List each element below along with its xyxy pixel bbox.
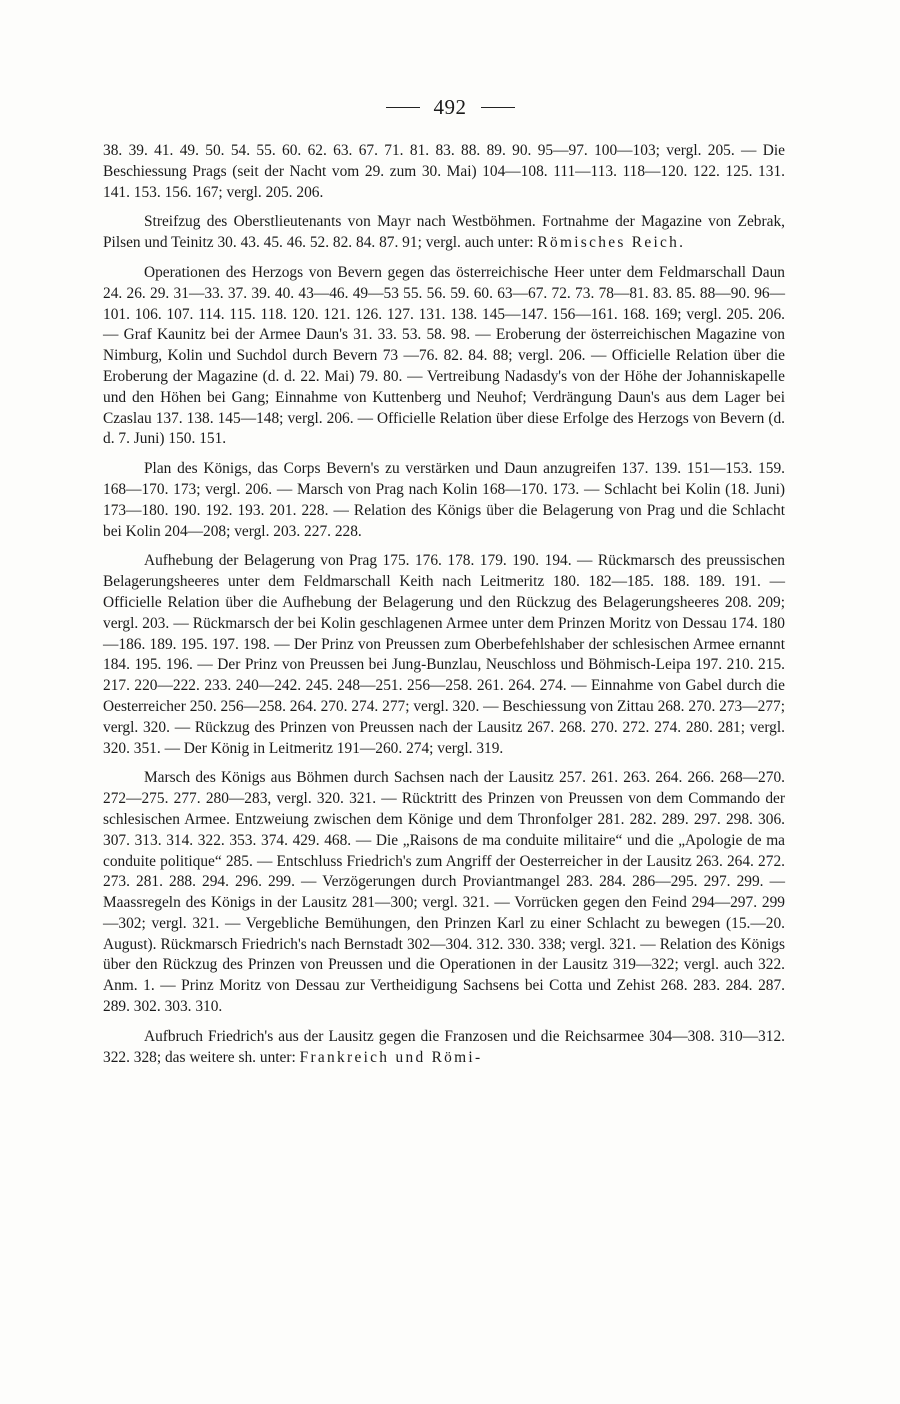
paragraph-text: Streifzug des Oberstlieutenants von Mayr nach Westböhmen. Fortnahme der Magazine von Zebrak, Pilsen und Teinitz 30. 43. 45. 46. 52. 82. 84. 87. 91; vergl. auch unter: bbox=[103, 213, 785, 252]
index-text bbox=[103, 141, 785, 1077]
paragraph-operationen bbox=[103, 263, 785, 450]
cross-reference: Römisches Reich. bbox=[537, 234, 686, 252]
page-header bbox=[0, 92, 900, 122]
header-rule-left bbox=[386, 107, 420, 108]
paragraph-aufbruch bbox=[103, 1027, 785, 1069]
paragraph-text: Marsch des Königs aus Böhmen durch Sachsen nach der Lausitz 257. 261. 263. 264. 266. 268—270. 272—275. 277. 280—283, vergl. 320. 321. — Rücktritt des Prinzen von Preussen von dem Commando der schlesischen Armee. Entzweiung zwischen dem Könige und dem Thronfolger 281. 282. 289. 297. 298. 306. 307. 313. 314. 322. 353. 374. 429. 468. — Die „Raisons de ma conduite militaire“ und die „Apologie de ma conduite politique“ 285. — Entschluss Friedrich's zum Angriff der Oesterreicher in der Lausitz 263. 264. 272. 273. 281. 288. 294. 296. 299. — Verzögerungen durch Proviantmangel 283. 284. 286—295. 297. 299. — Maassregeln des Königs in der Lausitz 281—300; vergl. 321. — Vorrücken gegen den Feind 294—297. 299—302; vergl. 321. — Vergebliche Bemühungen, den Prinzen Karl zu einer Schlacht zu bewegen (15.—20. August). Rückmarsch Friedrich's nach Bernstadt 302—304. 312. 330. 338; vergl. 321. — Relation des Königs über den Rückzug des Prinzen von Preussen und die Operationen in der Lausitz 319—322; vergl. auch 322. Anm. 1. — Prinz Moritz von Dessau zur Vertheidigung Sachsens bei Cotta und Zehist 268. 283. 284. 287. 289. 302. 303. 310. bbox=[103, 769, 785, 1016]
page-number: 492 bbox=[433, 94, 467, 119]
paragraph-streifzug bbox=[103, 212, 785, 254]
paragraph-continuation bbox=[103, 141, 785, 203]
paragraph-plan bbox=[103, 459, 785, 542]
paragraph-text: Aufbruch Friedrich's aus der Lausitz gegen die Franzosen und die Reichsarmee 304—308. 310—312. 322. 328; das weitere sh. unter: bbox=[103, 1027, 785, 1066]
paragraph-text: Plan des Königs, das Corps Bevern's zu verstärken und Daun anzugreifen 137. 139. 151—153. 159. 168—170. 173; vergl. 206. — Marsch von Prag nach Kolin 168—170. 173. — Schlacht bei Kolin (18. Juni) 173—180. 190. 192. 193. 201. 228. — Relation des Königs über die Belagerung von Prag und die Schlacht bei Kolin 204—208; vergl. 203. 227. 228. bbox=[103, 460, 785, 540]
paragraph-text: Aufhebung der Belagerung von Prag 175. 176. 178. 179. 190. 194. — Rückmarsch des preussischen Belagerungsheeres unter dem Feldmarschall Keith nach Leitmeritz 180. 182—185. 188. 189. 191. — Officielle Relation über die Aufhebung der Belagerung und den Rückzug des Belagerungsheeres 208. 209; vergl. 203. — Rückmarsch der bei Kolin geschlagenen Armee unter dem Prinzen Moritz von Dessau 174. 180—186. 189. 195. 197. 198. — Der Prinz von Preussen zum Oberbefehlshaber der schlesischen Armee ernannt 184. 195. 196. — Der Prinz von Preussen bei Jung-Bunzlau, Neuschloss und Böhmisch-Leipa 197. 210. 215. 217. 220—222. 233. 240—242. 245. 248—251. 256—258. 261. 264. 274. — Einnahme von Gabel durch die Oesterreicher 250. 256—258. 264. 270. 274. 277; vergl. 320. — Beschiessung von Zittau 268. 270. 273—277; vergl. 320. — Rückzug des Prinzen von Preussen nach der Lausitz 267. 268. 270. 272. 274. 280. 281; vergl. 320. 351. — Der König in Leitmeritz 191—260. 274; vergl. 319. bbox=[103, 552, 785, 757]
paragraph-marsch bbox=[103, 768, 785, 1018]
cross-reference: Frankreich und Römi- bbox=[299, 1048, 483, 1066]
header-rule-right bbox=[481, 107, 515, 108]
paragraph-aufhebung bbox=[103, 551, 785, 759]
paragraph-text: Operationen des Herzogs von Bevern gegen das österreichische Heer unter dem Feldmarschall Daun 24. 26. 29. 31—33. 37. 39. 40. 43—46. 49—53 55. 56. 59. 60. 63—67. 72. 73. 78—81. 83. 85. 88—90. 96—101. 106. 107. 114. 115. 118. 120. 121. 126. 127. 131. 138. 145—147. 156—161. 168. 169; vergl. 205. 206. — Graf Kaunitz bei der Armee Daun's 31. 33. 53. 58. 98. — Eroberung der österreichischen Magazine von Nimburg, Kolin und Suchdol durch Bevern 73 —76. 82. 84. 88; vergl. 206. — Officielle Relation über die Eroberung der Magazine (d. d. 22. Mai) 79. 80. — Vertreibung Nadasdy's von der Höhe der Johanniskapelle und den Höhen bei Gang; Einnahme von Kuttenberg und Neuhof; Verdrängung Daun's aus dem Lager bei Czaslau 137. 138. 145—148; vergl. 206. — Officielle Relation über diese Erfolge des Herzogs von Bevern (d. d. 7. Juni) 150. 151. bbox=[103, 263, 785, 448]
paragraph-text: 38. 39. 41. 49. 50. 54. 55. 60. 62. 63. 67. 71. 81. 83. 88. 89. 90. 95—97. 100—103; vergl. 205. — Die Beschiessung Prags (seit der Nacht vom 29. zum 30. Mai) 104—108. 111—113. 118—120. 122. 125. 131. 141. 153. 156. 167; vergl. 205. 206. bbox=[103, 142, 785, 201]
